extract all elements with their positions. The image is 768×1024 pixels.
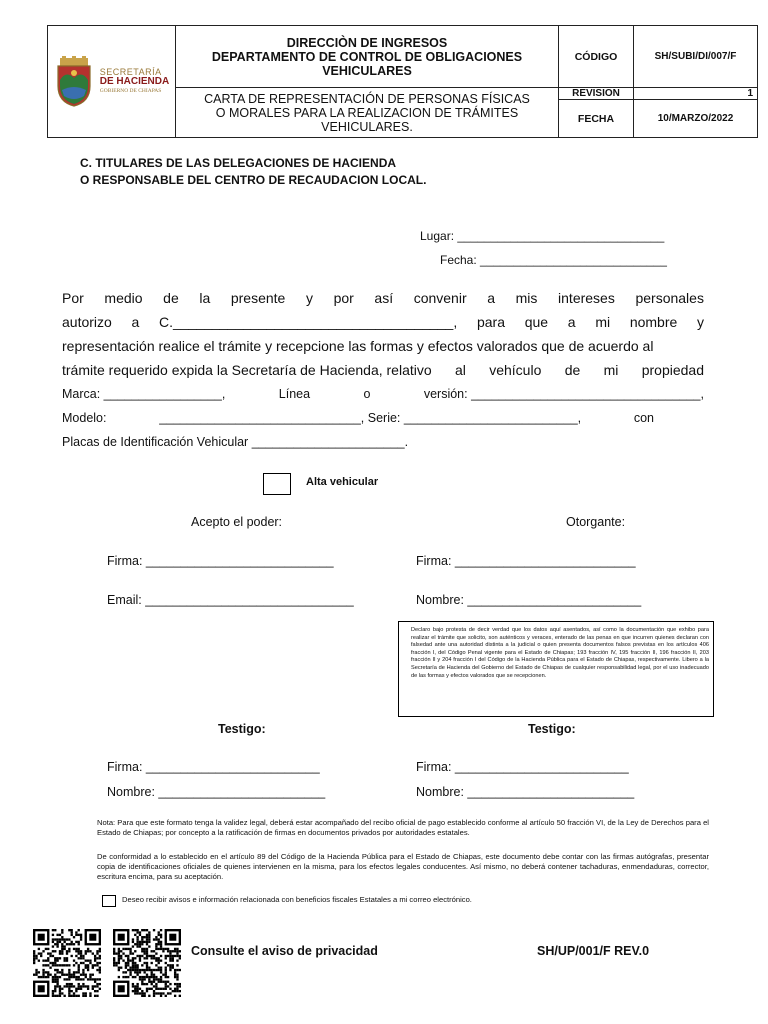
fecha-value: 10/MARZO/2022 — [634, 100, 758, 138]
acepto-poder-label: Acepto el poder: — [191, 515, 283, 529]
body-word: de — [163, 290, 179, 306]
secretaria-logo — [48, 26, 175, 137]
email-field[interactable]: Email: ______________________________ — [107, 593, 354, 607]
qr-code-icon[interactable] — [33, 929, 101, 997]
privacy-notice-link[interactable]: Consulte el aviso de privacidad — [191, 944, 378, 958]
subtitle-line-1: CARTA DE REPRESENTACIÓN DE PERSONAS FÍSICAS — [204, 91, 530, 106]
body-word: Línea — [278, 387, 311, 401]
body-word: mi — [595, 314, 611, 330]
title-line-1: DIRECCIÒN DE INGRESOS — [286, 35, 448, 50]
nombre-otorgante-field[interactable]: Nombre: _________________________ — [416, 593, 642, 607]
header-title — [176, 26, 559, 88]
addressee-line-1: C. TITULARES DE LAS DELEGACIONES DE HACIENDA — [80, 156, 397, 170]
body-word: _____________________________, Serie: _________________________, — [159, 411, 582, 425]
testigo-left-nombre[interactable]: Nombre: ________________________ — [107, 785, 326, 799]
placas-field[interactable]: Placas de Identificación Vehicular ______________________. — [62, 435, 409, 449]
codigo-value: SH/SUBI/DI/007/F — [634, 26, 758, 88]
revision-label: REVISION — [559, 88, 634, 100]
codigo-label: CÓDIGO — [559, 26, 634, 88]
body-word: y — [305, 290, 313, 306]
body-word: personales — [635, 290, 704, 306]
logo-line1: SECRETARÍA — [99, 67, 162, 78]
fecha-label: FECHA — [559, 100, 634, 138]
body-word: a — [567, 314, 576, 330]
body-word: con — [633, 411, 654, 425]
consent-label: Deseo recibir avisos e información relacionada con beneficios fiscales Estatales a mi correo electrónico. — [122, 895, 472, 904]
body-word: que — [524, 314, 549, 330]
testigo-left-firma[interactable]: Firma: _________________________ — [107, 760, 320, 774]
body-word: por — [333, 290, 354, 306]
body-line-4 — [62, 358, 704, 382]
body-word: o — [363, 387, 371, 401]
body-word: medio — [104, 290, 143, 306]
addressee-line-2: O RESPONSABLE DEL CENTRO DE RECAUDACION LOCAL. — [80, 173, 427, 187]
body-line-3-text: representación realice el trámite y recepcione las formas y efectos valorados que de acuerdo al — [62, 338, 654, 354]
body-word: presente — [230, 290, 286, 306]
body-line-7 — [62, 430, 704, 454]
body-line-5 — [62, 382, 704, 406]
body-word: intereses — [558, 290, 615, 306]
body-word: a — [131, 314, 140, 330]
body-word: Por — [62, 290, 84, 306]
alta-vehicular-label: Alta vehicular — [306, 476, 379, 488]
body-word: C.____________________________________, — [159, 314, 458, 330]
body-word: de — [564, 362, 581, 378]
testigo-left-label: Testigo: — [218, 722, 266, 736]
header-table — [47, 25, 758, 138]
fecha-field[interactable]: Fecha: ____________________________ — [440, 253, 667, 267]
body-word: al — [454, 362, 466, 378]
firma-otorgante-field[interactable]: Firma: __________________________ — [416, 554, 636, 568]
subtitle-line-3: VEHICULARES. — [321, 119, 413, 134]
authorization-paragraph — [62, 286, 704, 454]
header-subtitle — [176, 88, 559, 138]
testigo-right-label: Testigo: — [528, 722, 576, 736]
body-word: para — [476, 314, 505, 330]
otorgante-label: Otorgante: — [566, 515, 626, 529]
body-word: trámite requerido expida la Secretaría de Hacienda, relativo — [62, 362, 432, 378]
logo-line2: DE HACIENDA — [99, 76, 170, 88]
body-word: mis — [515, 290, 538, 306]
firma-acepto-field[interactable]: Firma: ___________________________ — [107, 554, 334, 568]
alta-vehicular-checkbox[interactable] — [263, 473, 291, 495]
body-word: nombre — [629, 314, 678, 330]
body-word: versión: _________________________________, — [423, 387, 704, 401]
body-word: autorizo — [62, 314, 112, 330]
chiapas-seal-icon — [54, 56, 94, 108]
testigo-right-nombre[interactable]: Nombre: ________________________ — [416, 785, 635, 799]
note-conformidad: De conformidad a lo establecido en el artículo 89 del Código de la Hacienda Pública para el Estado de Chiapas, este documento debe contar con las firmas autógrafas, presentar copia de identificaciones oficiales de quienes intervienen en la misma, para los efectos legales conducentes. Así mismo, no deberá contener tachaduras, enmendaduras, corrector, escritura encima, para su aceptación. — [97, 852, 709, 881]
addressee — [80, 155, 426, 189]
revision-value: 1 — [634, 88, 758, 100]
declaration-box: Declaro bajo protesta de decir verdad que los datos aquí asentados, así como la documentación que exhibo para realizar el trámite que solicito, son auténticos y veraces, enterado de las penas en que incurren quienes declaran con falsedad ante una autoridad distinta a la judicial o quien presenta documentos falsos previstas en los artículos 406 fracción I, del Código Penal vigente para el Estado de Chiapas; 193 fracción IV, 195 fracción II, 196 fracción II, 203 fracción II y 204 fracción I del Código de la Hacienda Pública para el Estado de Chiapas, respectivamente. Libero a la Secretaría de Hacienda del Gobierno del Estado de Chiapas de cualquier responsabilidad legal, por el uso inadecuado de las formas y efectos valorados que se recepcionen. — [398, 621, 714, 717]
body-line-2 — [62, 310, 704, 334]
body-word: así — [374, 290, 394, 306]
body-line-3 — [62, 334, 704, 358]
body-word: convenir — [413, 290, 467, 306]
body-word: mi — [603, 362, 619, 378]
note-validez: Nota: Para que este formato tenga la validez legal, deberá estar acompañado del recibo oficial de pago establecido conforme al artículo 50 fracción VI, de la Ley de Derechos para el Estado de Chiapas; por concepto a la ratificación de firmas en documentos privados por autoridades estatales. — [97, 818, 709, 837]
logo-cell — [48, 26, 176, 138]
body-word: la — [199, 290, 211, 306]
testigo-right-firma[interactable]: Firma: _________________________ — [416, 760, 629, 774]
subtitle-line-2: O MORALES PARA LA REALIZACION DE TRÁMITES — [215, 105, 519, 120]
logo-line3: GOBIERNO DE CHIAPAS — [99, 88, 162, 95]
body-line-6 — [62, 406, 704, 430]
body-word: y — [697, 314, 704, 330]
title-line-3: VEHICULARES — [322, 63, 412, 78]
body-word: Modelo: — [62, 411, 107, 425]
body-line-1 — [62, 286, 704, 310]
consent-checkbox[interactable] — [102, 895, 116, 907]
title-line-2: DEPARTAMENTO DE CONTROL DE OBLIGACIONES — [211, 49, 523, 64]
body-word: a — [487, 290, 496, 306]
body-word: vehículo — [489, 362, 542, 378]
body-word: propiedad — [641, 362, 704, 378]
qr-code-icon[interactable] — [113, 929, 181, 997]
footer-code: SH/UP/001/F REV.0 — [537, 944, 650, 958]
lugar-field[interactable]: Lugar: _______________________________ — [420, 229, 665, 243]
body-word: Marca: _________________, — [62, 387, 226, 401]
